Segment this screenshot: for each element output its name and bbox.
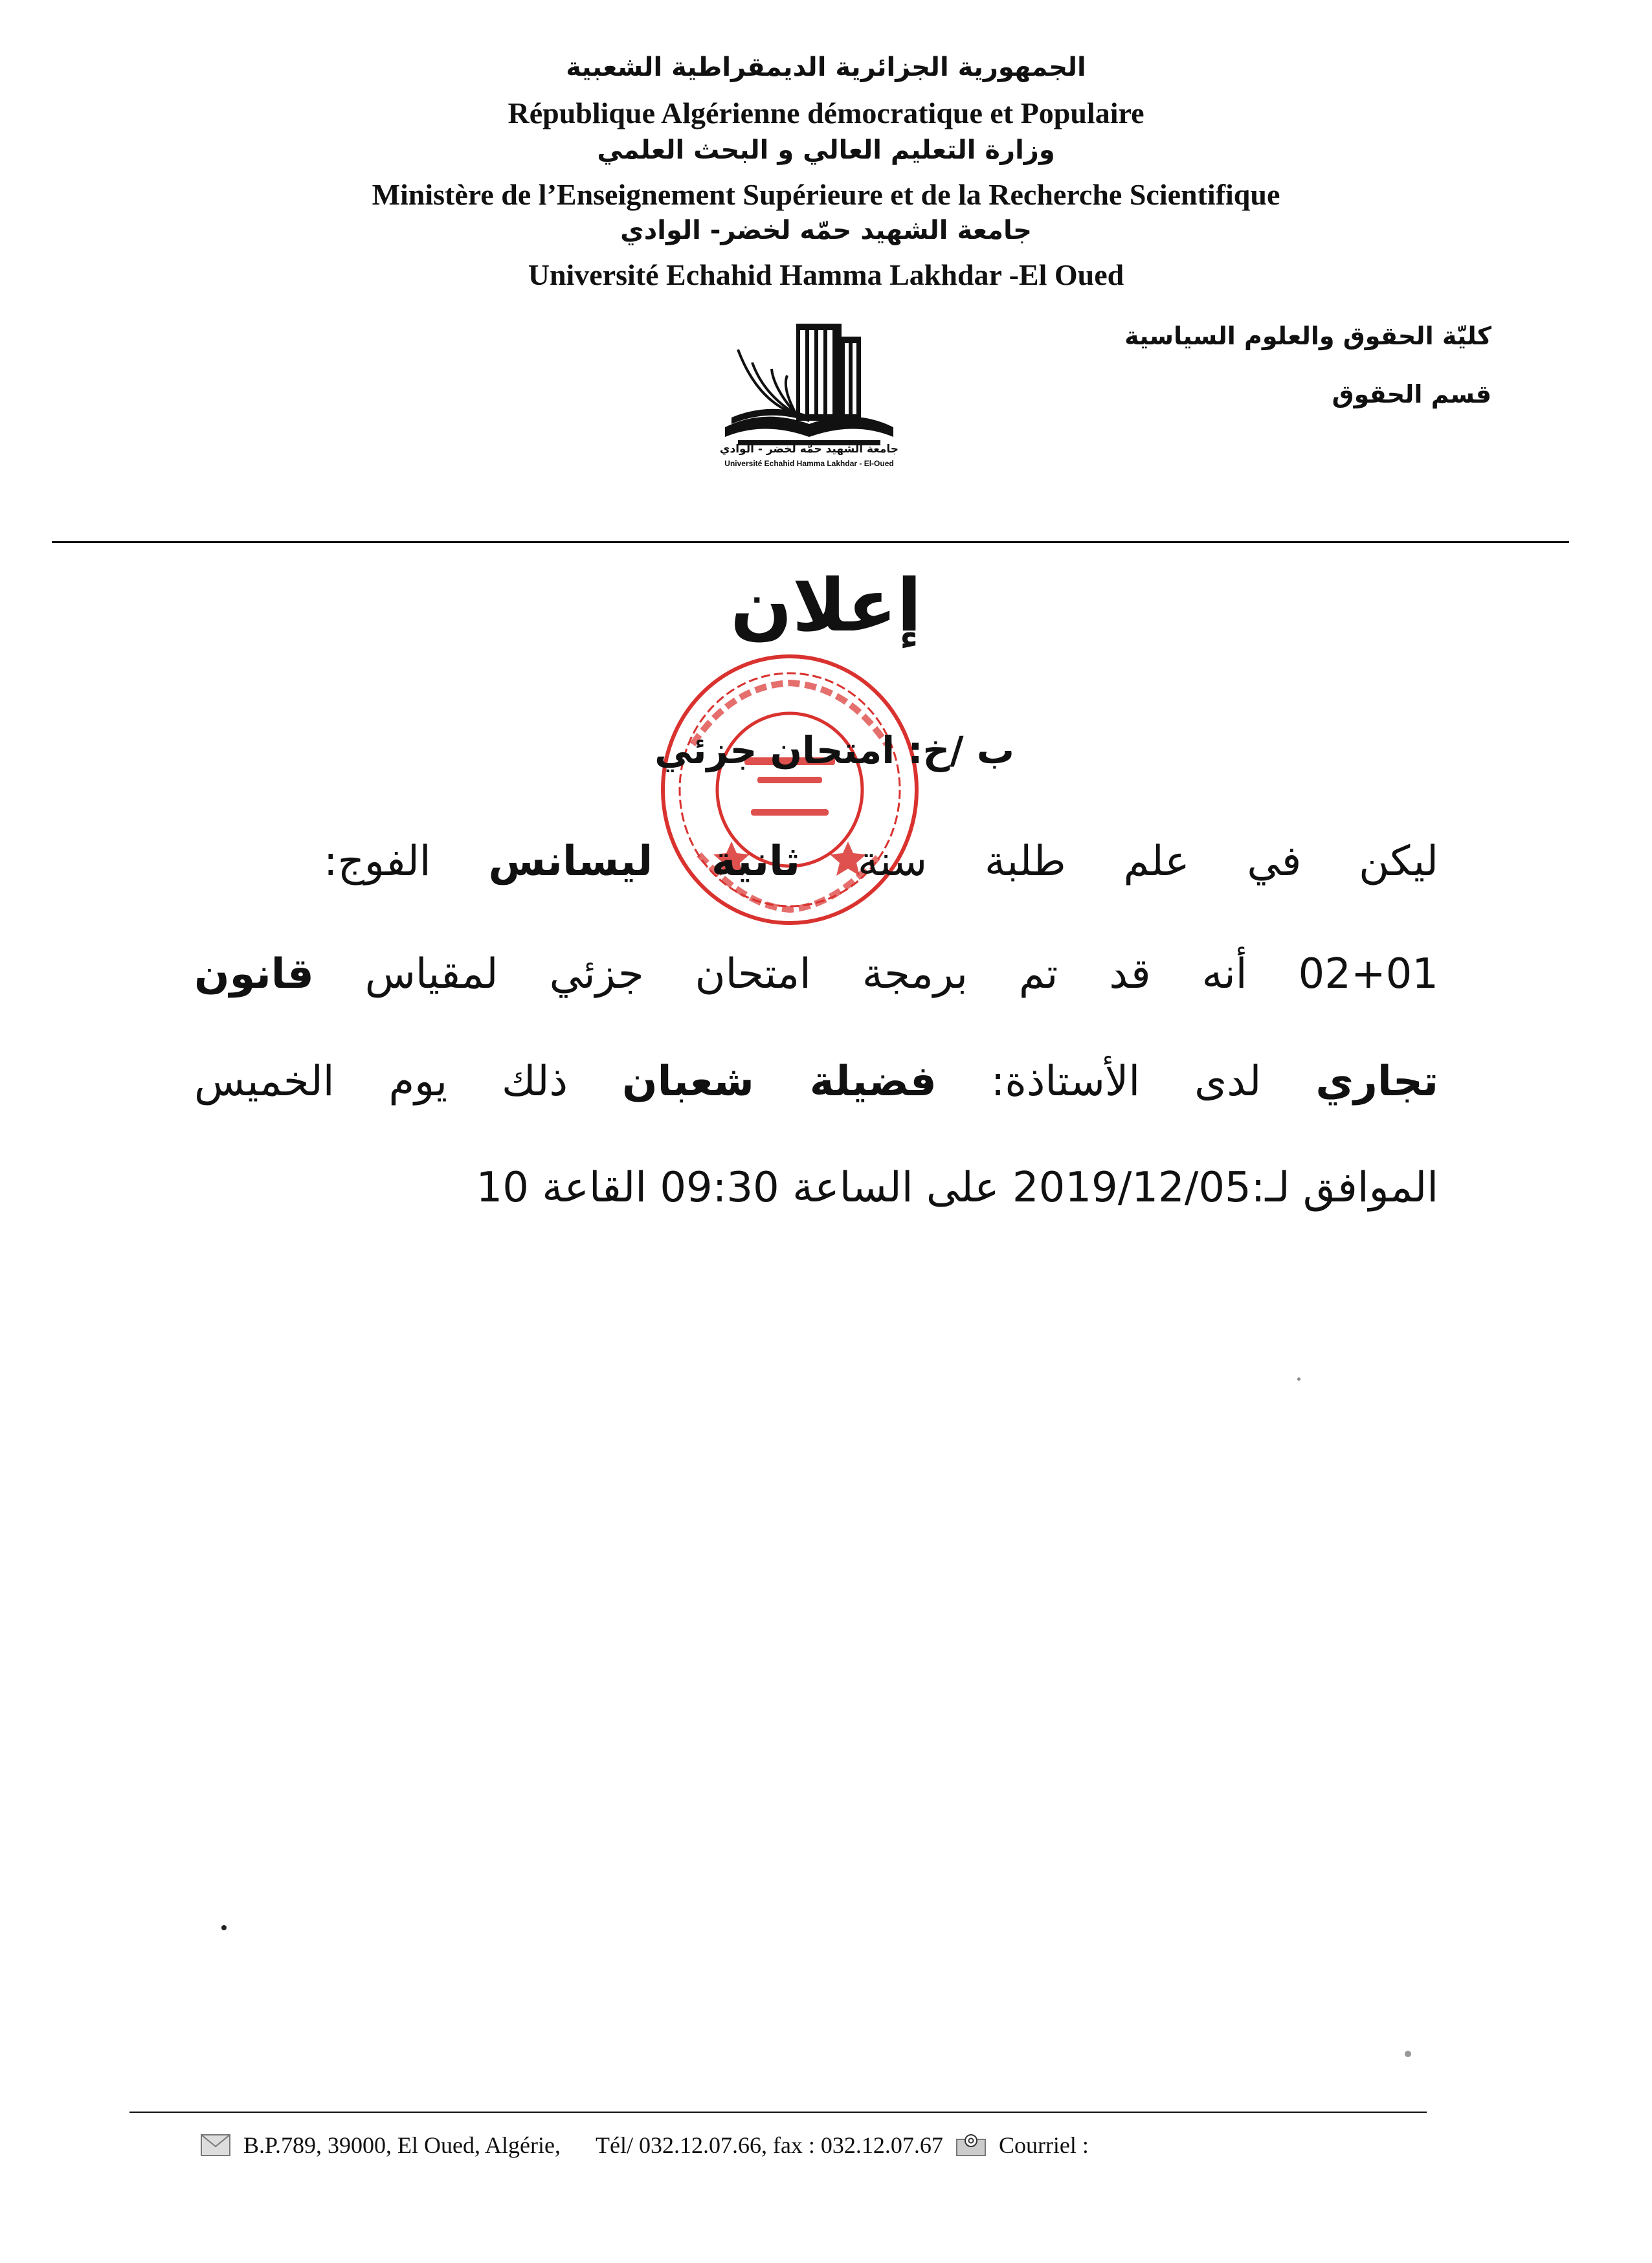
republic-name-fr: République Algérienne démocratique et Populaire xyxy=(508,96,1144,129)
at-sign-icon xyxy=(956,2134,986,2156)
scan-speck xyxy=(221,1925,227,1930)
body-text-bold: تجاري xyxy=(1315,1058,1439,1106)
header-divider xyxy=(52,541,1569,543)
ministry-name-fr: Ministère de l’Enseignement Supérieure et de la Recherche Scientifique xyxy=(372,178,1280,211)
footer-divider xyxy=(129,2112,1427,2113)
body-text-bold: ثانية ليسانس xyxy=(488,838,801,886)
body-text: 02+01 أنه قد تم برمجة امتحان جزئي لمقياس xyxy=(313,950,1438,998)
announcement-subject: ب /خ: امتحان جزئي xyxy=(654,728,1014,772)
announcement-title: إعلان xyxy=(730,564,922,648)
ministry-name-ar: وزارة التعليم العالي و البحث العلمي xyxy=(597,135,1055,165)
logo-caption-fr: Université Echahid Hamma Lakhdar - El-Oued xyxy=(724,459,894,468)
body-text-bold: فضيلة شعبان xyxy=(621,1058,937,1106)
body-text: الفوج: xyxy=(324,838,489,886)
scan-speck xyxy=(1297,1377,1300,1381)
body-text-bold: قانون xyxy=(194,950,314,998)
body-line-3 xyxy=(194,1059,1438,1104)
logo-caption-ar: جامعة الشهيد حمّه لخضر - الوادي xyxy=(719,443,899,456)
scan-speck xyxy=(1405,2051,1411,2057)
body-text: ذلك يوم الخميس xyxy=(194,1058,622,1106)
body-line-4: الموافق لـ:2019/12/05 على الساعة 09:30 القاعة 10 xyxy=(476,1164,1438,1212)
envelope-icon xyxy=(201,2134,230,2156)
footer-address: B.P.789, 39000, El Oued, Algérie, xyxy=(243,2132,561,2158)
body-line-2 xyxy=(194,952,1438,997)
university-name-ar: جامعة الشهيد حمّه لخضر- الوادي xyxy=(620,216,1032,245)
body-text: لدى الأستاذة: xyxy=(936,1058,1316,1106)
body-line-1 xyxy=(324,839,1438,884)
official-stamp xyxy=(654,647,926,932)
republic-name-ar: الجمهورية الجزائرية الديمقراطية الشعبية xyxy=(566,52,1086,82)
footer-phone-fax: Tél/ 032.12.07.66, fax : 032.12.07.67 xyxy=(595,2132,943,2158)
university-name-fr: Université Echahid Hamma Lakhdar -El Oued xyxy=(528,258,1124,291)
footer-contact xyxy=(201,2134,1089,2157)
faculty-name: كليّة الحقوق والعلوم السياسية xyxy=(1124,322,1491,350)
body-text: ليكن في علم طلبة سنة xyxy=(800,838,1439,886)
department-name: قسم الحقوق xyxy=(1332,380,1491,408)
footer-email-label: Courriel : xyxy=(998,2132,1089,2158)
